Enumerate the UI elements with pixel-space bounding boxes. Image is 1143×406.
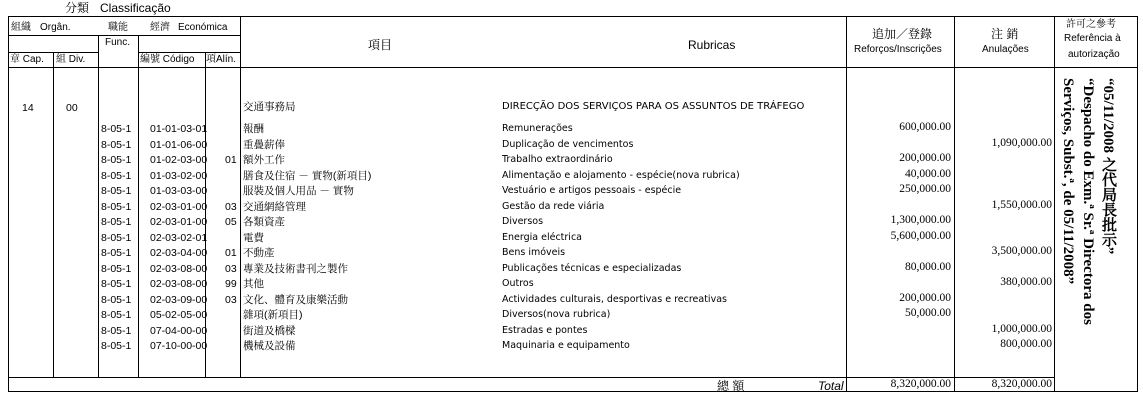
header-classificacao-pt: Classificação: [100, 1, 171, 15]
header-codigo: 編號 Código: [140, 54, 195, 65]
row-item-zh: 服裝及個人用品 － 實物: [243, 185, 354, 197]
row-codigo: 02-03-09-00: [150, 293, 208, 306]
row-reforco: 1,300,000.00: [890, 214, 951, 226]
row-codigo: 05-02-05-00: [150, 309, 208, 321]
col-line-anul-ref: [1054, 16, 1055, 391]
row-item-zh: 各類資產: [243, 216, 285, 228]
row-func: 8-05-1: [101, 154, 132, 166]
header-item-zh: 項目: [368, 38, 393, 52]
row-func: 8-05-1: [101, 169, 132, 182]
row-func: 8-05-1: [101, 185, 132, 197]
col-line-left: [8, 16, 9, 391]
service-div: 00: [66, 102, 78, 114]
header-reforcos-pt: Reforços/Inscrições: [854, 44, 942, 55]
row-reforco: 200,000.00: [899, 291, 951, 304]
reference-text: [1058, 78, 1118, 368]
row-func: 8-05-1: [101, 278, 132, 290]
row-rubrica-pt: Gestão da rede viária: [502, 200, 605, 212]
row-codigo: 02-03-08-00: [150, 262, 208, 275]
header-anulacoes-pt: Anulações: [982, 44, 1029, 55]
reference-line-1: “05/11/2008 之代局長批示”: [1100, 78, 1116, 255]
row-anulacao: 380,000.00: [1000, 276, 1052, 288]
service-name-pt: DIRECÇÃO DOS SERVIÇOS PARA OS ASSUNTOS DE TRÁFEGO: [502, 101, 805, 112]
row-func: 8-05-1: [101, 340, 132, 352]
reference-line-2: “Despacho do Exm.ª Sr.ª Directora dos: [1080, 78, 1096, 325]
header-reforcos-zh: 追加／登錄: [872, 27, 933, 41]
header-organica-pt: Orgân.: [40, 22, 71, 33]
col-line-div-func: [98, 35, 99, 377]
header-alin: 項Alín.: [206, 54, 237, 65]
row-item-zh: 其他: [243, 278, 264, 290]
header-divider-eco: [138, 52, 240, 53]
row-rubrica-pt: Trabalho extraordinário: [502, 154, 613, 165]
row-anulacao: 3,500,000.00: [991, 245, 1052, 257]
col-line-cap-div: [53, 52, 54, 377]
row-rubrica-pt: Diversos(nova rubrica): [502, 309, 611, 320]
header-funcional-pt: Func.: [105, 37, 131, 48]
row-reforco: 40,000.00: [905, 167, 951, 180]
row-alin: 03: [225, 262, 237, 275]
row-item-zh: 額外工作: [243, 154, 285, 166]
table-bottom-border: [8, 391, 1138, 392]
service-cap: 14: [22, 102, 34, 114]
row-item-zh: 機械及設備: [243, 340, 296, 352]
row-item-zh: 雜項(新項目): [243, 309, 303, 321]
col-line-right: [1137, 16, 1138, 391]
row-codigo: 02-03-01-00: [150, 200, 208, 213]
header-bottom-border: [8, 67, 1138, 68]
row-func: 8-05-1: [101, 138, 132, 151]
row-anulacao: 1,550,000.00: [991, 198, 1052, 211]
col-line-item-reforco: [846, 16, 847, 391]
row-anulacao: 1,090,000.00: [991, 136, 1052, 149]
row-anulacao: 1,000,000.00: [991, 322, 1052, 335]
col-line-func-code: [138, 35, 139, 377]
row-rubrica-pt: Energia eléctrica: [502, 231, 582, 243]
row-alin: 03: [225, 293, 237, 306]
row-rubrica-pt: Duplicação de vencimentos: [502, 138, 634, 150]
total-label-pt: Total: [818, 379, 844, 393]
row-item-zh: 文化、體育及康樂活動: [243, 293, 348, 306]
row-alin: 01: [225, 247, 237, 259]
service-name-zh: 交通事務局: [243, 101, 296, 113]
row-item-zh: 交通網絡管理: [243, 200, 306, 213]
header-classificacao-zh: 分類: [65, 1, 90, 15]
row-codigo: 07-04-00-00: [150, 324, 208, 337]
row-alin: 05: [225, 216, 237, 228]
header-referencia-pt2: autorização: [1068, 49, 1120, 60]
row-rubrica-pt: Vestuário e artigos pessoais - espécie: [502, 185, 682, 196]
reference-line-3: Serviços, Subst.ª, de 05/11/2008”: [1060, 78, 1076, 285]
total-reforco: 8,320,000.00: [890, 378, 951, 390]
row-item-zh: 膳食及住宿 － 實物(新項目): [243, 169, 372, 182]
row-item-zh: 不動產: [243, 247, 275, 259]
row-codigo: 01-02-03-00: [150, 154, 208, 166]
row-rubrica-pt: Maquinaria e equipamento: [502, 340, 630, 351]
row-func: 8-05-1: [101, 262, 132, 275]
row-codigo: 01-01-03-01: [150, 123, 208, 135]
row-func: 8-05-1: [101, 231, 132, 244]
row-codigo: 02-03-02-01: [150, 231, 208, 244]
row-item-zh: 專業及技術書刊之製作: [243, 262, 348, 275]
row-codigo: 01-03-02-00: [150, 169, 208, 182]
row-rubrica-pt: Publicações técnicas e especializadas: [502, 262, 682, 274]
row-reforco: 80,000.00: [905, 260, 951, 273]
row-rubrica-pt: Estradas e pontes: [502, 324, 588, 336]
row-reforco: 250,000.00: [899, 183, 951, 195]
header-div: 組 Div.: [56, 54, 86, 65]
header-anulacoes-zh: 注 銷: [991, 27, 1019, 41]
table-top-border: [8, 16, 1138, 17]
row-item-zh: 電費: [243, 231, 264, 244]
header-funcional-zh: 職能: [108, 22, 128, 33]
row-reforco: 5,600,000.00: [890, 229, 951, 242]
row-rubrica-pt: Outros: [502, 278, 534, 289]
row-func: 8-05-1: [101, 324, 132, 337]
row-rubrica-pt: Alimentação e alojamento - espécie(nova rubrica): [502, 169, 740, 181]
row-rubrica-pt: Remunerações: [502, 123, 573, 134]
row-anulacao: 800,000.00: [1000, 338, 1052, 350]
row-codigo: 07-10-00-00: [150, 340, 208, 352]
row-alin: 03: [225, 200, 237, 213]
header-referencia-zh: 許可之參考: [1066, 19, 1116, 30]
row-func: 8-05-1: [101, 309, 132, 321]
row-alin: 01: [225, 154, 237, 166]
header-cap: 章 Cap.: [10, 54, 44, 65]
row-item-zh: 重疊薪俸: [243, 138, 285, 151]
row-func: 8-05-1: [101, 247, 132, 259]
row-rubrica-pt: Diversos: [502, 216, 544, 227]
row-func: 8-05-1: [101, 293, 132, 306]
header-rubricas: Rubricas: [688, 38, 736, 52]
row-codigo: 02-03-08-00: [150, 278, 208, 290]
row-reforco: 50,000.00: [905, 307, 951, 319]
total-label-zh: 總 額: [717, 379, 745, 393]
row-func: 8-05-1: [101, 123, 132, 135]
row-func: 8-05-1: [101, 216, 132, 228]
row-func: 8-05-1: [101, 200, 132, 213]
header-divider-1: [8, 35, 240, 36]
header-economica-pt: Económica: [178, 22, 228, 33]
row-codigo: 02-03-01-00: [150, 216, 208, 228]
header-organica-zh: 組織: [11, 22, 31, 33]
row-item-zh: 報酬: [243, 123, 264, 135]
row-item-zh: 街道及橋樑: [243, 324, 296, 337]
row-rubrica-pt: Actividades culturais, desportivas e recreativas: [502, 293, 727, 305]
row-codigo: 02-03-04-00: [150, 247, 208, 259]
row-codigo: 01-03-03-00: [150, 185, 208, 197]
header-economica-zh: 經濟: [150, 22, 170, 33]
row-alin: 99: [225, 278, 237, 290]
row-rubrica-pt: Bens imóveis: [502, 247, 566, 258]
header-referencia-pt1: Referência à: [1064, 33, 1121, 44]
col-line-reforco-anul: [954, 16, 955, 391]
col-line-alin-item: [240, 16, 241, 377]
row-codigo: 01-01-06-00: [150, 138, 208, 151]
row-reforco: 600,000.00: [899, 121, 951, 133]
total-anulacao: 8,320,000.00: [991, 378, 1052, 390]
row-reforco: 200,000.00: [899, 152, 951, 164]
